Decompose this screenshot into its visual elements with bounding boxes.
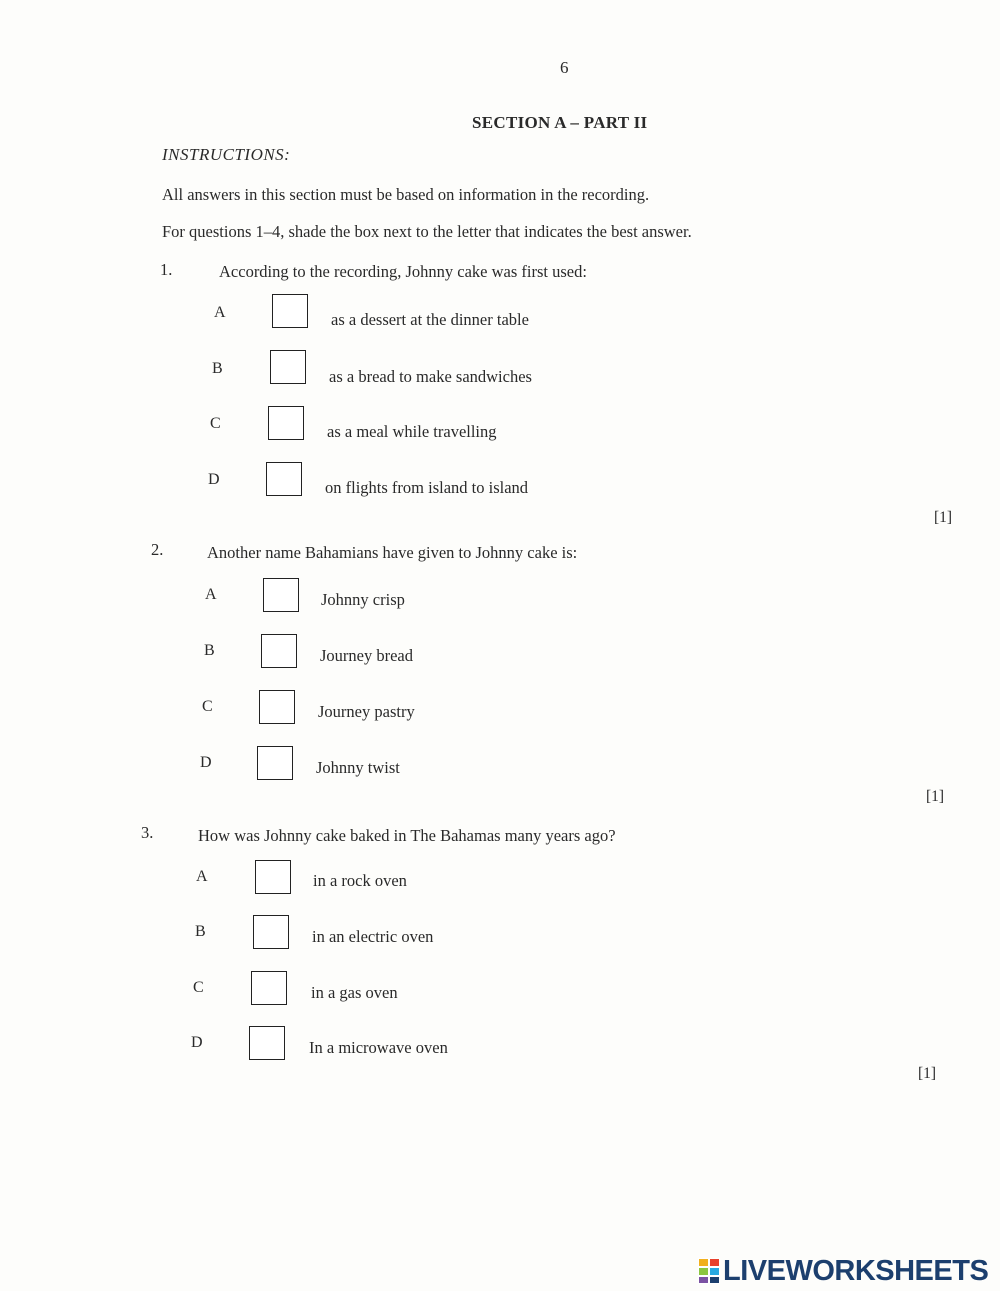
option-letter: D <box>208 471 220 488</box>
option-text: Journey pastry <box>318 702 415 721</box>
instruction-line: All answers in this section must be based on information in the recording. <box>162 185 650 204</box>
option-letter: A <box>205 586 217 603</box>
question-text: How was Johnny cake baked in The Bahamas many years ago? <box>198 826 616 845</box>
option-letter: A <box>214 304 226 321</box>
logo-text: LIVEWORKSHEETS <box>723 1254 989 1287</box>
answer-box-2d[interactable] <box>257 746 293 780</box>
answer-box-2c[interactable] <box>259 690 295 724</box>
liveworksheets-icon <box>698 1258 720 1284</box>
option-letter: D <box>191 1034 203 1051</box>
option-text: In a microwave oven <box>309 1038 448 1057</box>
answer-box-2b[interactable] <box>261 634 297 668</box>
question-number: 3. <box>141 823 154 842</box>
option-letter: B <box>204 642 215 659</box>
answer-box-2a[interactable] <box>263 578 299 612</box>
answer-box-1b[interactable] <box>270 350 306 384</box>
option-text: as a bread to make sandwiches <box>329 367 532 386</box>
option-text: Johnny twist <box>316 758 400 777</box>
page-number: 6 <box>560 58 569 77</box>
answer-box-3c[interactable] <box>251 971 287 1005</box>
option-letter: C <box>202 698 213 715</box>
answer-box-3b[interactable] <box>253 915 289 949</box>
option-text: on flights from island to island <box>325 478 529 497</box>
option-text: Johnny crisp <box>321 590 405 609</box>
mark-allocation: [1] <box>934 509 953 526</box>
question-text: According to the recording, Johnny cake was first used: <box>219 262 587 281</box>
question-number: 2. <box>151 540 164 559</box>
liveworksheets-logo <box>698 1256 988 1286</box>
option-letter: C <box>193 979 204 996</box>
option-text: Journey bread <box>320 646 414 665</box>
option-text: as a dessert at the dinner table <box>331 310 529 329</box>
answer-box-1d[interactable] <box>266 462 302 496</box>
option-text: in a gas oven <box>311 983 398 1002</box>
option-letter: B <box>195 923 206 940</box>
option-letter: C <box>210 415 221 432</box>
question-number: 1. <box>160 260 173 279</box>
section-title: SECTION A – PART II <box>472 113 648 132</box>
option-text: in an electric oven <box>312 927 434 946</box>
option-letter: D <box>200 754 212 771</box>
option-text: as a meal while travelling <box>327 422 497 441</box>
mark-allocation: [1] <box>926 788 945 805</box>
answer-box-1c[interactable] <box>268 406 304 440</box>
answer-box-3d[interactable] <box>249 1026 285 1060</box>
instruction-line: For questions 1–4, shade the box next to the letter that indicates the best answer. <box>162 222 692 241</box>
option-letter: A <box>196 868 208 885</box>
option-text: in a rock oven <box>313 871 407 890</box>
question-text: Another name Bahamians have given to Johnny cake is: <box>207 543 578 562</box>
answer-box-3a[interactable] <box>255 860 291 894</box>
mark-allocation: [1] <box>918 1065 937 1082</box>
instructions-heading: INSTRUCTIONS: <box>162 145 291 164</box>
answer-box-1a[interactable] <box>272 294 308 328</box>
option-letter: B <box>212 360 223 377</box>
